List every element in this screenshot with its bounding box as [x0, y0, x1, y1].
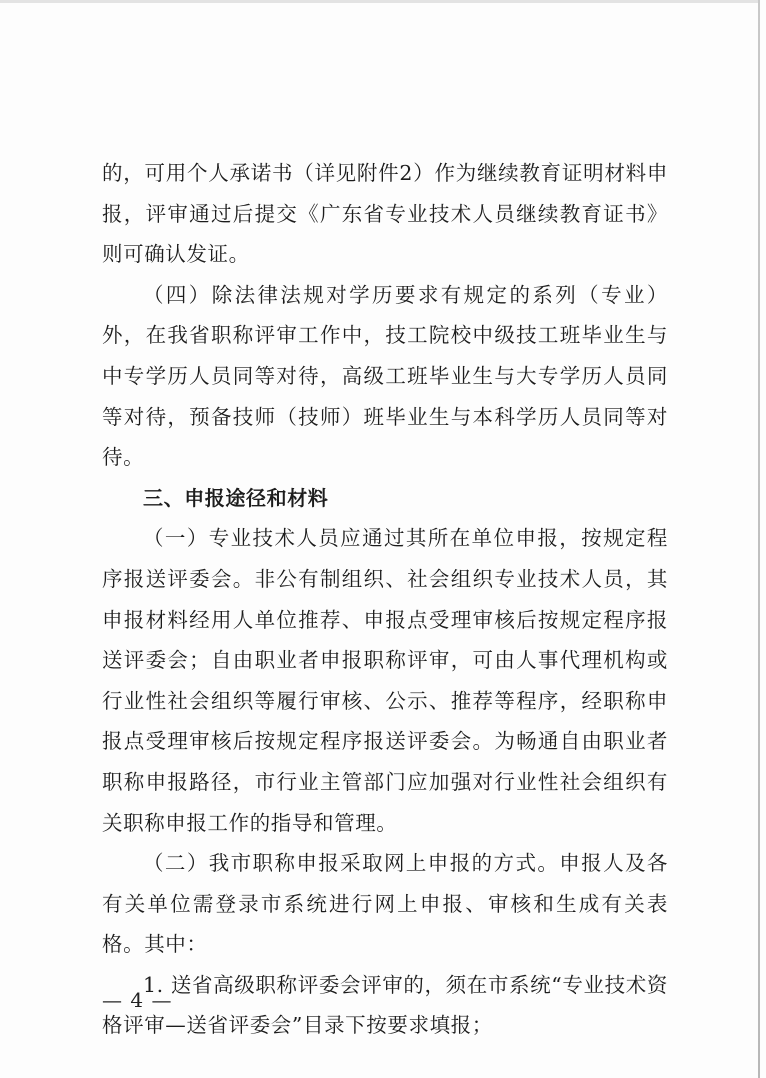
- page-number: — 4 —: [102, 988, 173, 1012]
- document-body: [102, 153, 668, 1046]
- paragraph-continuation: 的，可用个人承诺书（详见附件2）作为继续教育证明材料申报，评审通过后提交《广东省专业技术人员继续教育证书》则可确认发证。: [102, 161, 668, 267]
- section-heading: 三、申报途径和材料: [143, 485, 329, 510]
- paragraph-item-one: （一）专业技术人员应通过其所在单位申报，按规定程序报送评委会。非公有制组织、社会组织专业技术人员，其申报材料经用人单位推荐、申报点受理审核后按规定程序报送评委会；自由职业者申报职称评审，可由人事代理机构或行业性社会组织等履行审核、公示、推荐等程序，经职称申报点受理审核后按规定程序报送评委会。为畅通自由职业者职称申报路径，市行业主管部门应加强对行业性社会组织有关职称申报工作的指导和管理。: [102, 526, 668, 835]
- paragraph-item-four: （四）除法律法规对学历要求有规定的系列（专业）外，在我省职称评审工作中，技工院校中级技工班毕业生与中专学历人员同等对待，高级工班毕业生与大专学历人员同等对待，预备技师（技师）班毕业生与本科学历人员同等对待。: [102, 282, 668, 470]
- page-right-edge: [758, 0, 760, 1078]
- page-top-edge: [0, 0, 760, 3]
- paragraph-subitem-one: 1. 送省高级职称评委会评审的，须在市系统“专业技术资格评审—送省评委会”目录下按要求填报；: [102, 972, 668, 1038]
- paragraph-item-two: （二）我市职称申报采取网上申报的方式。申报人及各有关单位需登录市系统进行网上申报、审核和生成有关表格。其中：: [102, 851, 668, 957]
